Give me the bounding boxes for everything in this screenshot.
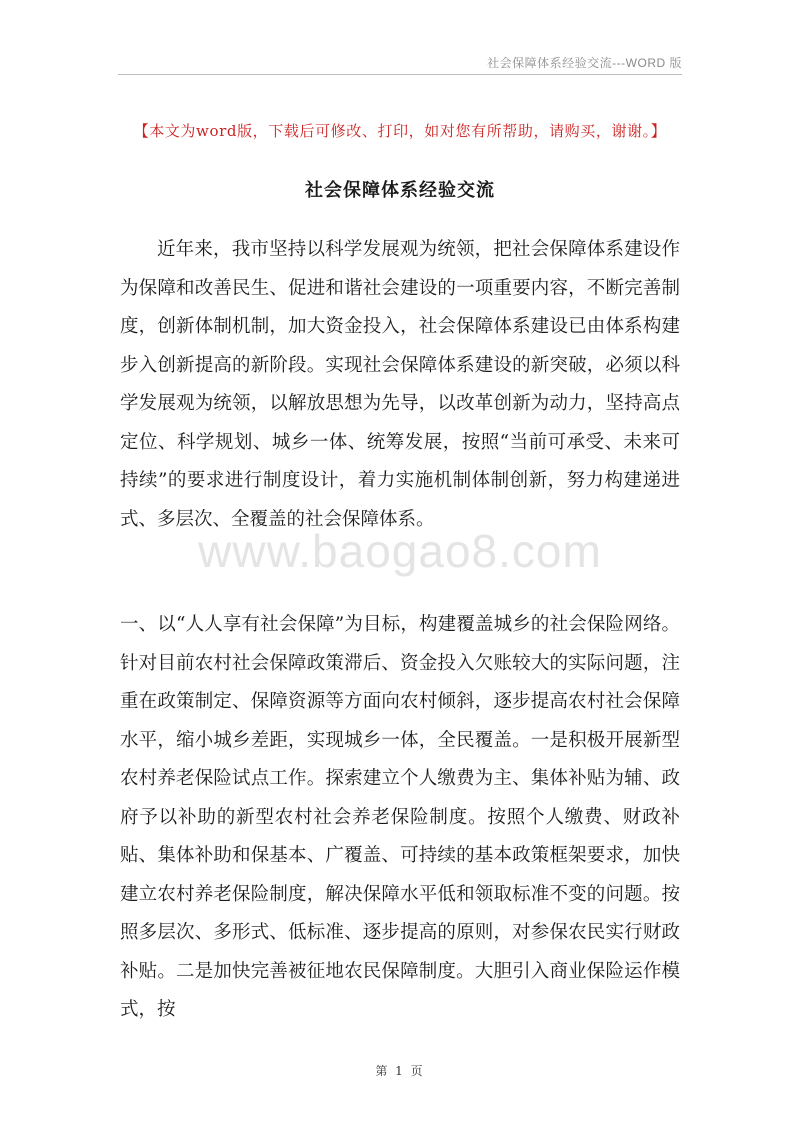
body-paragraph-section-one: 一、以“人人享有社会保障”为目标，构建覆盖城乡的社会保险网络。针对目前农村社会保障政策滞后、资金投入欠账较大的实际问题，注重在政策制定、保障资源等方面向农村倾斜，逐步提高农村社会保障水平，缩小城乡差距，实现城乡一体，全民覆盖。一是积极开展新型农村养老保险试点工作。探索建立个人缴费为主、集体补贴为辅、政府予以补助的新型农村社会养老保险制度。按照个人缴费、财政补贴、集体补助和保基本、广覆盖、可持续的基本政策框架要求，加快建立农村养老保险制度，解决保障水平低和领取标准不变的问题。按照多层次、多形式、低标准、逐步提高的原则，对参保农民实行财政补贴。二是加快完善被征地农民保障制度。大胆引入商业保险运作模式，按: [120, 614, 680, 1020]
watermark-text: www.baogao8.com: [198, 525, 602, 577]
page-number: 第 1 页: [375, 1064, 425, 1078]
body-paragraph-intro: 近年来，我市坚持以科学发展观为统领，把社会保障体系建设作为保障和改善民生、促进和谐社会建设的一项重要内容，不断完善制度，创新体制机制，加大资金投入，社会保障体系建设已由体系构建步入创新提高的新阶段。实现社会保障体系建设的新突破，必须以科学发展观为统领，以解放思想为先导，以改革创新为动力，坚持高点定位、科学规划、城乡一体、统筹发展，按照“当前可承受、未来可持续”的要求进行制度设计，着力实施机制体制创新，努力构建递进式、多层次、全覆盖的社会保障体系。: [120, 239, 680, 530]
download-notice: 【本文为word版，下载后可修改、打印，如对您有所帮助，请购买，谢谢。】: [133, 122, 667, 140]
header-divider: [118, 74, 682, 75]
document-title: 社会保障体系经验交流: [305, 180, 495, 201]
running-header: 社会保障体系经验交流---WORD 版: [487, 56, 682, 70]
